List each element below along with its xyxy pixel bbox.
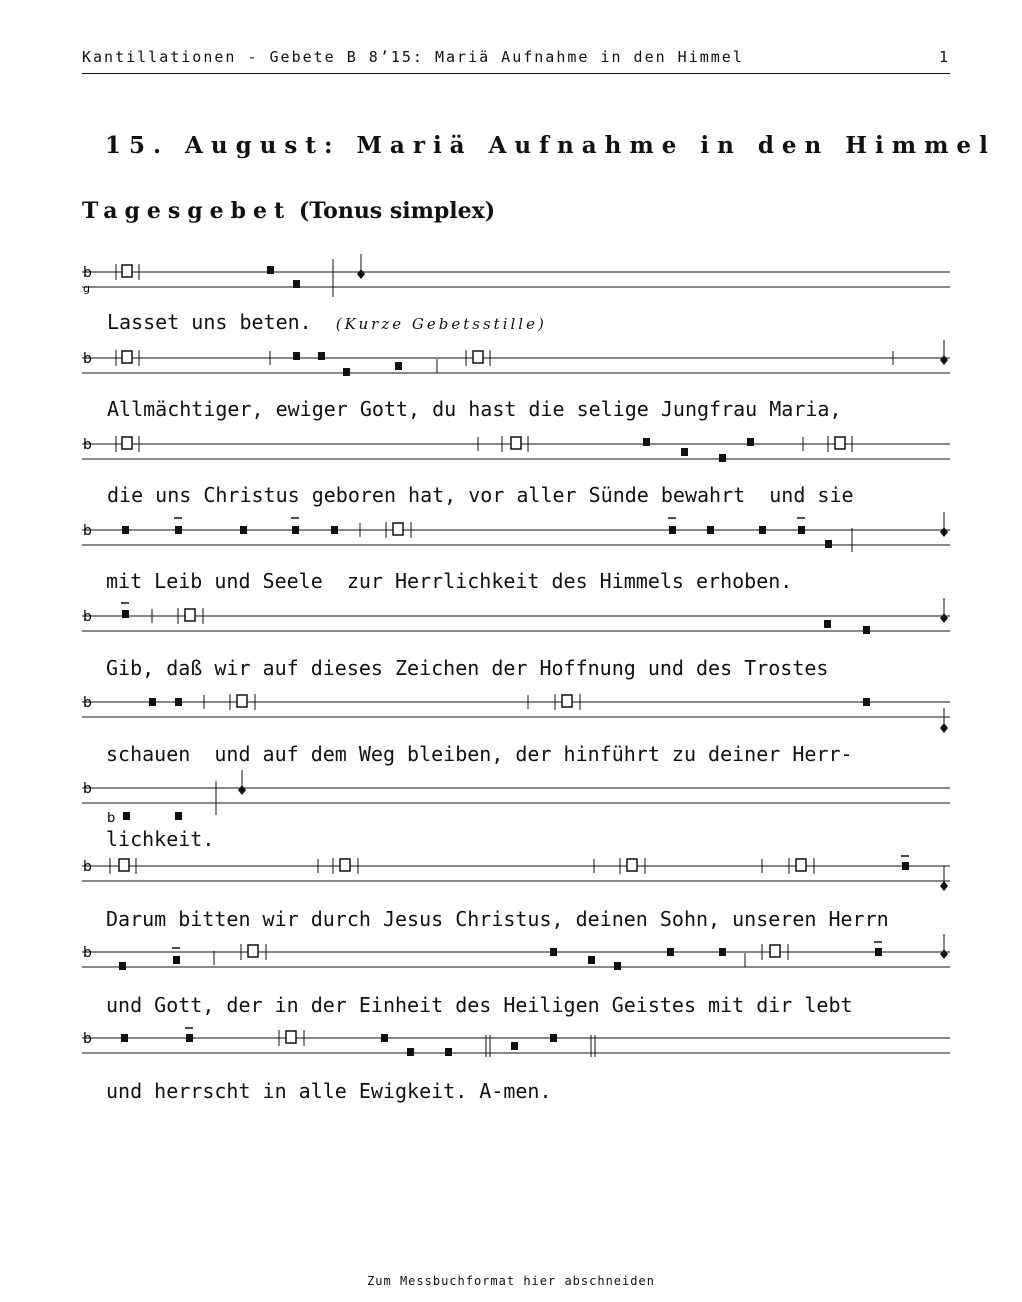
- lyric-line-5: Gib, daß wir auf dieses Zeichen der Hoffnung und des Trostes: [106, 656, 829, 680]
- chant-note: [395, 362, 402, 370]
- chant-note: [824, 620, 831, 628]
- end-diamond: [940, 527, 948, 537]
- chant-note: [149, 698, 156, 706]
- reciting-note: [473, 351, 483, 363]
- end-diamond: [940, 613, 948, 623]
- reciting-note: [511, 437, 521, 449]
- section-title-tone: (Tonus simplex): [298, 198, 496, 224]
- chant-note: [119, 962, 126, 970]
- reciting-note: [286, 1031, 296, 1043]
- reciting-note: [562, 695, 572, 707]
- flat-clef: b: [83, 1031, 92, 1047]
- chant-note: [122, 610, 129, 618]
- chant-note: [511, 1042, 518, 1050]
- reciting-note: [237, 695, 247, 707]
- chant-note: [240, 526, 247, 534]
- chant-note: [122, 526, 129, 534]
- chant-note: [173, 956, 180, 964]
- chant-note: [445, 1048, 452, 1056]
- end-diamond: [940, 723, 948, 733]
- reciting-note: [185, 609, 195, 621]
- chant-note: [875, 948, 882, 956]
- reciting-note: [393, 523, 403, 535]
- g-clef-letter: g: [83, 282, 90, 295]
- chant-note: [175, 812, 182, 820]
- chant-note: [186, 1034, 193, 1042]
- running-title: Kantillationen - Gebete B 8’15: Mariä Aufnahme in den Himmel: [82, 48, 744, 66]
- chant-note: [550, 948, 557, 956]
- chant-note: [759, 526, 766, 534]
- chant-note: [318, 352, 325, 360]
- chant-note: [292, 526, 299, 534]
- chant-note: [707, 526, 714, 534]
- reciting-note: [835, 437, 845, 449]
- chant-note: [121, 1034, 128, 1042]
- end-diamond: [940, 881, 948, 891]
- reciting-note: [248, 945, 258, 957]
- chant-note: [719, 948, 726, 956]
- end-diamond: [940, 355, 948, 365]
- chant-note: [343, 368, 350, 376]
- lyric-text-1: Lasset uns beten.: [107, 310, 312, 334]
- page-number: 1: [938, 48, 950, 66]
- chant-note: [798, 526, 805, 534]
- reciting-note: [119, 859, 129, 871]
- flat-clef: b: [83, 437, 92, 453]
- page-title: 15. August: Mariä Aufnahme in den Himmel: [105, 132, 996, 159]
- chant-note: [863, 626, 870, 634]
- reciting-note: [122, 437, 132, 449]
- chant-note: [267, 266, 274, 274]
- chant-note: [667, 948, 674, 956]
- flat-clef: b: [83, 945, 92, 961]
- lyric-line-8: Darum bitten wir durch Jesus Christus, deinen Sohn, unseren Herrn: [106, 907, 889, 931]
- cut-line-note: Zum Messbuchformat hier abschneiden: [367, 1274, 655, 1288]
- chant-note: [747, 438, 754, 446]
- chant-note: [863, 698, 870, 706]
- reciting-note: [122, 351, 132, 363]
- reciting-note: [340, 859, 350, 871]
- end-diamond: [940, 949, 948, 959]
- reciting-note: [770, 945, 780, 957]
- end-diamond: [238, 785, 246, 795]
- chant-note: [175, 526, 182, 534]
- flat-clef: b: [83, 695, 92, 711]
- flat-clef: b: [83, 781, 92, 797]
- silence-note: (Kurze Gebetsstille): [335, 315, 547, 333]
- flat-clef: b: [83, 859, 92, 875]
- chant-note: [669, 526, 676, 534]
- chant-note: [681, 448, 688, 456]
- chant-note: [643, 438, 650, 446]
- chant-note: [902, 862, 909, 870]
- lyric-line-6: schauen und auf dem Weg bleiben, der hinführt zu deiner Herr-: [106, 742, 853, 766]
- chant-note: [719, 454, 726, 462]
- chant-note: [381, 1034, 388, 1042]
- lyric-line-9: und Gott, der in der Einheit des Heiligen Geistes mit dir lebt: [106, 993, 853, 1017]
- lyric-line-7: lichkeit.: [106, 827, 215, 851]
- chant-note: [825, 540, 832, 548]
- flat-clef: b: [83, 523, 92, 539]
- lyric-line-3: die uns Christus geboren hat, vor aller Sünde bewahrt und sie: [107, 483, 854, 507]
- chant-note: [293, 352, 300, 360]
- chant-note: [614, 962, 621, 970]
- chant-note: [588, 956, 595, 964]
- reciting-note: [627, 859, 637, 871]
- chant-note: [293, 280, 300, 288]
- end-diamond: [357, 269, 365, 279]
- section-title-main: Tagesgebet: [82, 198, 292, 224]
- chant-note: [550, 1034, 557, 1042]
- reciting-note: [796, 859, 806, 871]
- lyric-line-10: und herrscht in alle Ewigkeit. A-men.: [106, 1079, 552, 1103]
- flat-clef: b: [83, 265, 92, 281]
- lyric-line-4: mit Leib und Seele zur Herrlichkeit des Himmels erhoben.: [106, 569, 793, 593]
- lyric-line-2: Allmächtiger, ewiger Gott, du hast die selige Jungfrau Maria,: [107, 397, 842, 421]
- flat-clef: b: [83, 351, 92, 367]
- chant-note: [175, 698, 182, 706]
- reciting-note: [122, 265, 132, 277]
- flat-clef: b: [83, 609, 92, 625]
- chant-note: [331, 526, 338, 534]
- flat-small: b: [107, 811, 116, 826]
- chant-note: [123, 812, 130, 820]
- lyric-line-1: [107, 310, 547, 334]
- chant-note: [407, 1048, 414, 1056]
